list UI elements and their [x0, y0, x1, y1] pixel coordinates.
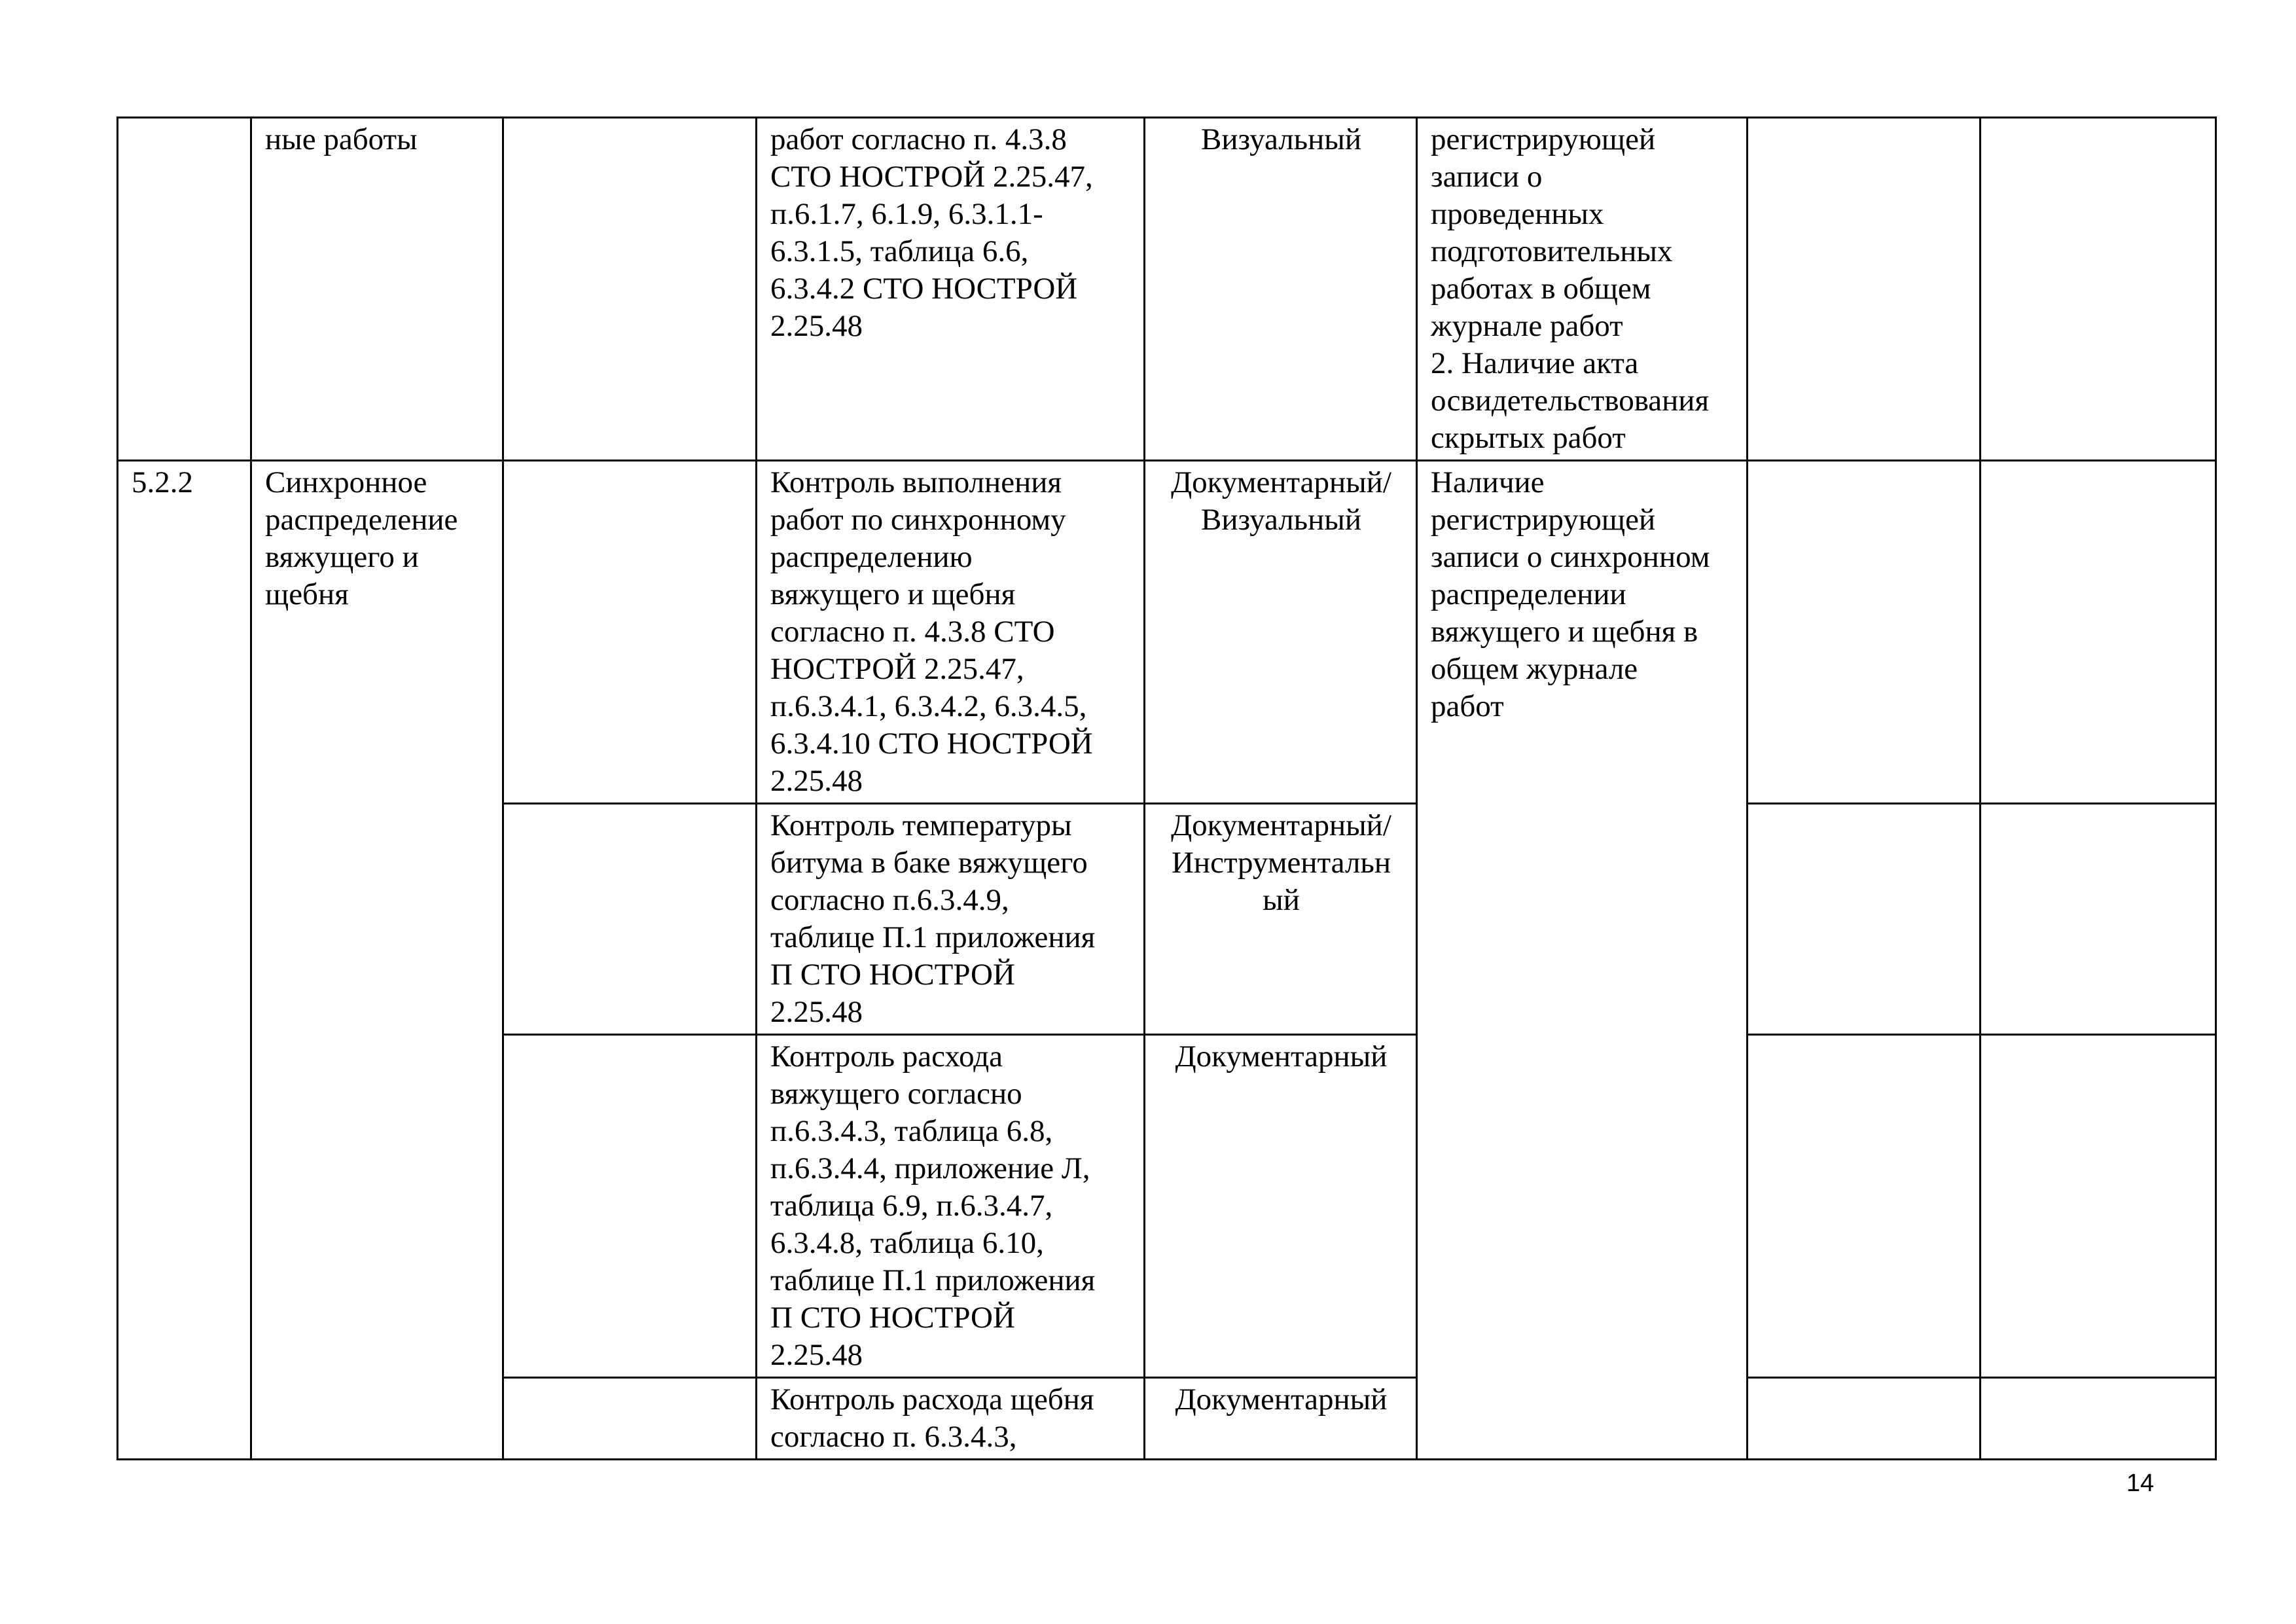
- cell-empty: [1748, 461, 1981, 804]
- page-number: 14: [2126, 1470, 2155, 1497]
- cell-number-empty: [118, 118, 251, 461]
- cell-control-description: Контроль температуры битума в баке вяжущего согласно п.6.3.4.9, таблице П.1 приложения П СТО НОСТРОЙ 2.25.48: [757, 804, 1145, 1035]
- inspection-table: [117, 117, 2217, 1460]
- cell-empty: [503, 118, 757, 461]
- cell-control-method: Визуальный: [1145, 118, 1417, 461]
- cell-empty: [1981, 1378, 2216, 1460]
- cell-empty: [1981, 118, 2216, 461]
- cell-control-description: работ согласно п. 4.3.8 СТО НОСТРОЙ 2.25.47, п.6.1.7, 6.1.9, 6.3.1.1- 6.3.1.5, таблица 6.6, 6.3.4.2 СТО НОСТРОЙ 2.25.48: [757, 118, 1145, 461]
- cell-item-name: Синхронное распределение вяжущего и щебня: [251, 461, 503, 1460]
- cell-control-method: Документарный/ Инструментальн ый: [1145, 804, 1417, 1035]
- cell-empty: [1748, 118, 1981, 461]
- cell-control-description: Контроль выполнения работ по синхронному распределению вяжущего и щебня согласно п. 4.3.8 СТО НОСТРОЙ 2.25.47, п.6.3.4.1, 6.3.4.2, 6.3.4.5, 6.3.4.10 СТО НОСТРОЙ 2.25.48: [757, 461, 1145, 804]
- table-row-5-2-2-a: [118, 461, 2216, 804]
- cell-control-method: Документарный: [1145, 1035, 1417, 1378]
- cell-result-record: Наличие регистрирующей записи о синхронном распределении вяжущего и щебня в общем журнале работ: [1417, 461, 1748, 1460]
- cell-control-description: Контроль расхода вяжущего согласно п.6.3.4.3, таблица 6.8, п.6.3.4.4, приложение Л, таблица 6.9, п.6.3.4.7, 6.3.4.8, таблица 6.10, таблице П.1 приложения П СТО НОСТРОЙ 2.25.48: [757, 1035, 1145, 1378]
- cell-empty: [1748, 804, 1981, 1035]
- cell-empty: [1981, 1035, 2216, 1378]
- cell-empty: [1981, 461, 2216, 804]
- table-row-continued: [118, 118, 2216, 461]
- cell-empty: [1748, 1035, 1981, 1378]
- cell-control-method: Документарный: [1145, 1378, 1417, 1460]
- cell-empty: [503, 1378, 757, 1460]
- cell-empty: [1748, 1378, 1981, 1460]
- cell-empty: [503, 1035, 757, 1378]
- cell-empty: [503, 804, 757, 1035]
- cell-result-record: регистрирующей записи о проведенных подготовительных работах в общем журнале работ 2. Наличие акта освидетельствования скрытых работ: [1417, 118, 1748, 461]
- cell-stage-name: ные работы: [251, 118, 503, 461]
- cell-empty: [503, 461, 757, 804]
- cell-control-description: Контроль расхода щебня согласно п. 6.3.4.3,: [757, 1378, 1145, 1460]
- cell-item-number: 5.2.2: [118, 461, 251, 1460]
- cell-empty: [1981, 804, 2216, 1035]
- cell-control-method: Документарный/ Визуальный: [1145, 461, 1417, 804]
